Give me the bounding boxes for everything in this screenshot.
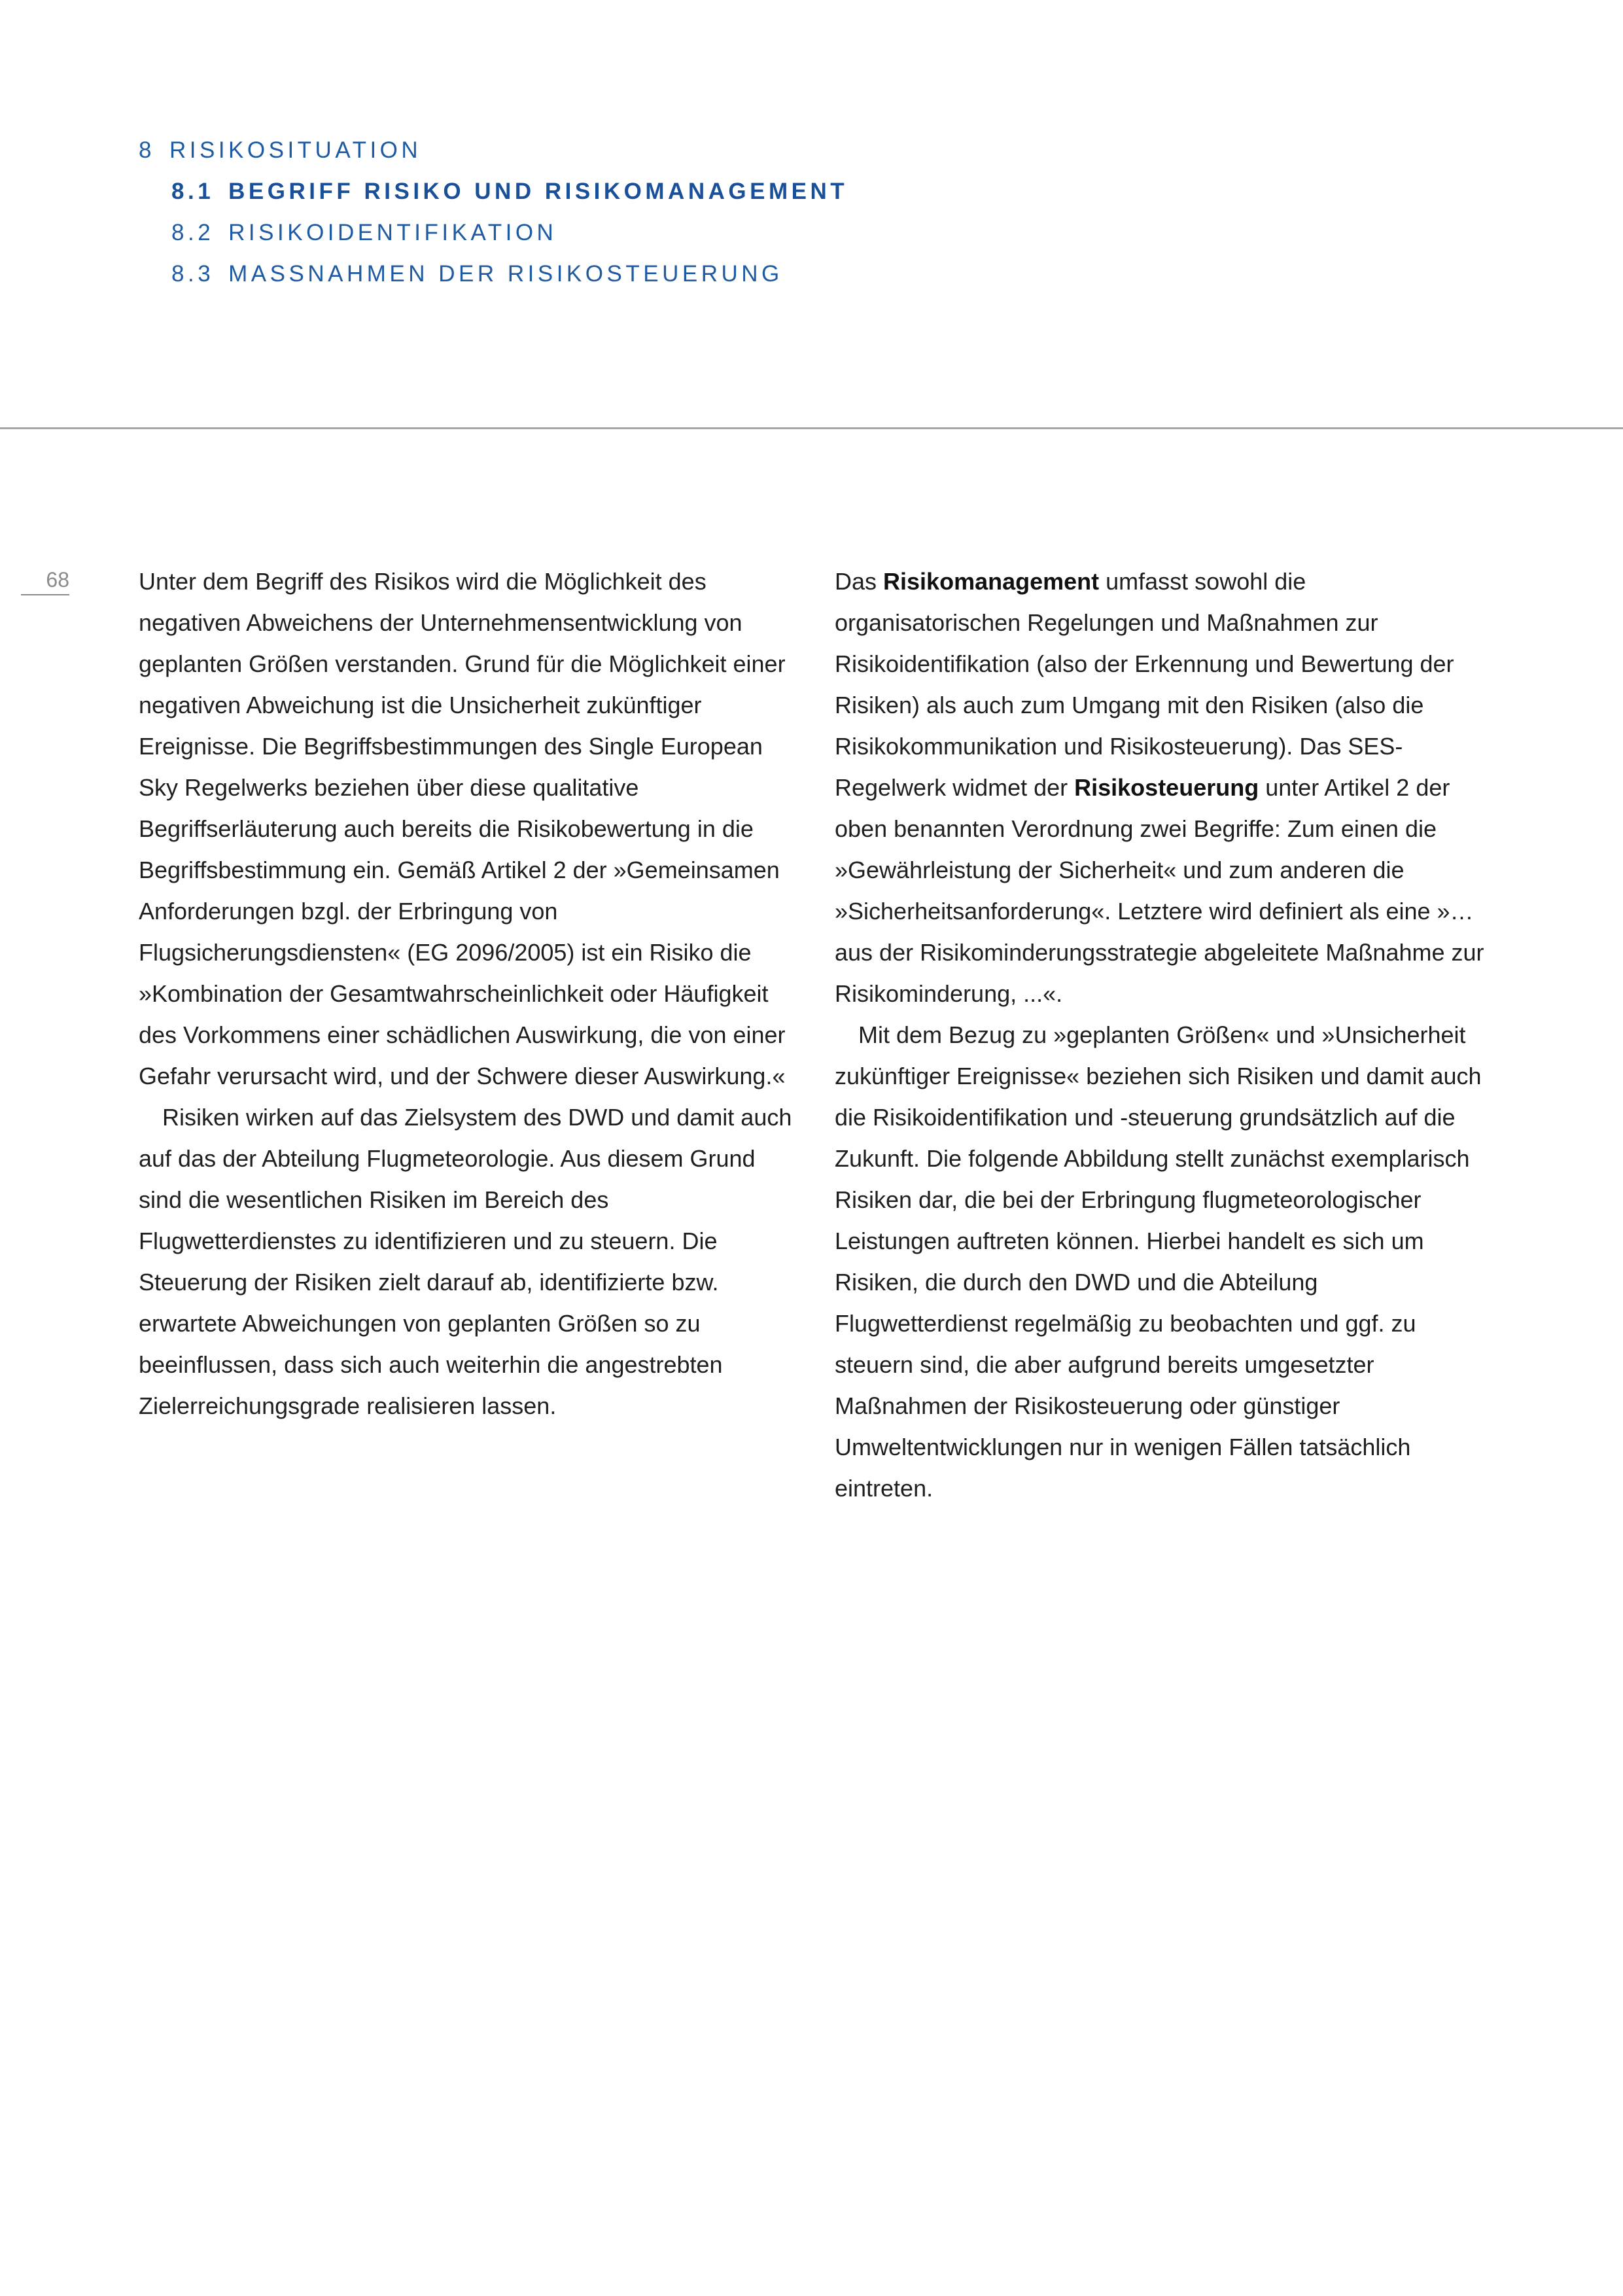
toc-chapter-heading[interactable] — [139, 130, 1185, 171]
right-text-column — [835, 561, 1495, 1509]
toc-section-8-1[interactable] — [139, 171, 1185, 212]
text-run: umfasst sowohl die organisatorischen Regelungen und Maßnahmen zur Risikoidentifikation (also der Erkennung und Bewertung der Risiken) als auch zum Umgang mit den Risiken (also die Risikokommunikation und Risikosteuerung). Das SES-Regelwerk widmet der — [835, 568, 1454, 801]
toc-section-title: BEGRIFF RISIKO UND RISIKOMANAGEMENT — [228, 179, 848, 204]
toc-chapter-number: 8 — [139, 137, 155, 163]
left-text-column — [139, 561, 799, 1426]
term-risikomanagement: Risikomanagement — [883, 568, 1100, 595]
text-run: Das — [835, 568, 884, 595]
toc-section-title: RISIKOIDENTIFIKATION — [228, 220, 557, 245]
toc-section-number: 8.3 — [171, 261, 215, 287]
toc-section-8-2[interactable] — [139, 212, 1185, 253]
body-paragraph: Unter dem Begriff des Risikos wird die Möglichkeit des negativen Abweichens der Unternehmensentwicklung von geplanten Größen verstanden. Grund für die Möglichkeit einer negativen Abweichung ist die Unsicherheit zukünftiger Ereignisse. Die Begriffsbestimmungen des Single European Sky Regelwerks beziehen über diese qualitative Begriffserläuterung auch bereits die Risikobewertung in die Begriffsbestimmung ein. Gemäß Artikel 2 der »Gemeinsamen Anforderungen bzgl. der Erbringung von Flugsicherungsdiensten« (EG 2096/2005) ist ein Risiko die »Kombination der Gesamtwahrscheinlichkeit oder Häufigkeit des Vorkommens einer schädlichen Auswirkung, die von einer Gefahr verursacht wird, und der Schwere dieser Auswirkung.« — [139, 568, 786, 1089]
horizontal-divider — [0, 427, 1623, 429]
body-paragraph — [835, 561, 1495, 1014]
term-risikosteuerung: Risikosteuerung — [1074, 774, 1259, 801]
body-paragraph: Risiken wirken auf das Zielsystem des DWD und damit auch auf das der Abteilung Flugmeteorologie. Aus diesem Grund sind die wesentlichen Risiken im Bereich des Flugwetterdienstes zu identifizieren und zu steuern. Die Steuerung der Risiken zielt darauf ab, identifizierte bzw. erwartete Abweichungen von geplanten Größen so zu beeinflussen, dass sich auch weiterhin die angestrebten Zielerreichungsgrade realisieren lassen. — [139, 1104, 792, 1419]
toc-chapter-title: RISIKOSITUATION — [169, 137, 422, 163]
table-of-contents — [139, 130, 1185, 294]
toc-section-number: 8.1 — [171, 179, 215, 204]
toc-section-title: MASSNAHMEN DER RISIKOSTEUERUNG — [228, 261, 783, 287]
page-number: 68 — [21, 567, 69, 595]
toc-section-number: 8.2 — [171, 220, 215, 245]
body-paragraph: Mit dem Bezug zu »geplanten Größen« und »Unsicherheit zukünftiger Ereignisse« beziehen sich Risiken und damit auch die Risikoidentifikation und -steuerung grundsätzlich auf die Zukunft. Die folgende Abbildung stellt zunächst exemplarisch Risiken dar, die bei der Erbringung flugmeteorologischer Leistungen auftreten können. Hierbei handelt es sich um Risiken, die durch den DWD und die Abteilung Flugwetterdienst regelmäßig zu beobachten und ggf. zu steuern sind, die aber aufgrund bereits umgesetzter Maßnahmen der Risikosteuerung oder günstiger Umweltentwicklungen nur in wenigen Fällen tatsächlich eintreten. — [835, 1021, 1482, 1502]
toc-section-8-3[interactable] — [139, 253, 1185, 294]
text-run: unter Artikel 2 der oben benannten Verordnung zwei Begriffe: Zum einen die »Gewährleistung der Sicherheit« und zum anderen die »Sicherheitsanforderung«. Letztere wird definiert als eine »…aus der Risikominderungsstrategie abgeleitete Maßnahme zur Risikominderung, ...«. — [835, 774, 1484, 1007]
